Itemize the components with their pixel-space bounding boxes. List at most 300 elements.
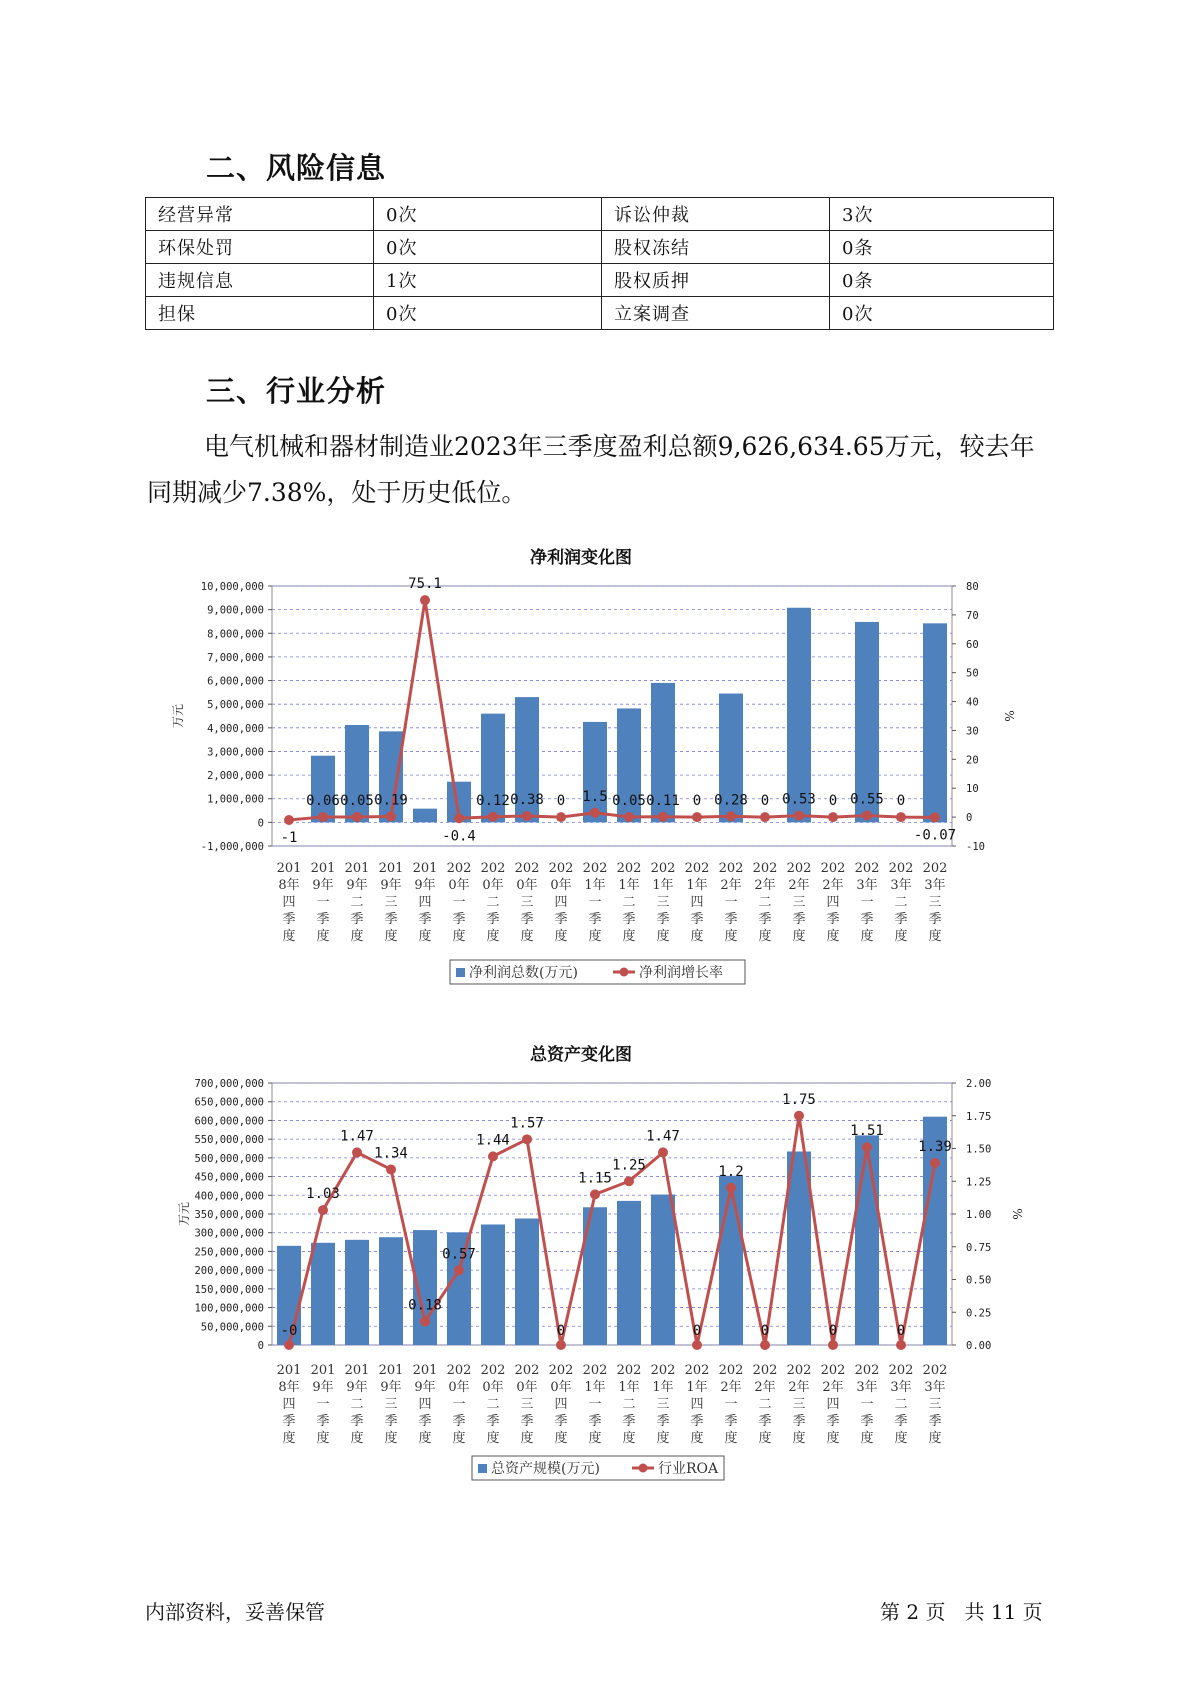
x-tick-label: 2年 bbox=[754, 1380, 776, 1395]
x-tick-label: 季 bbox=[554, 912, 568, 927]
data-label: 1.34 bbox=[374, 1145, 408, 1162]
x-tick-label: 度 bbox=[554, 1431, 568, 1446]
x-tick-label: 一 bbox=[588, 895, 602, 910]
x-tick-label: 度 bbox=[350, 929, 364, 944]
line-point bbox=[930, 812, 940, 822]
x-tick-label: 1年 bbox=[618, 878, 640, 893]
x-tick-label: 202 bbox=[582, 861, 608, 876]
table-row bbox=[146, 231, 1054, 264]
x-tick-label: 二 bbox=[486, 895, 500, 910]
bar bbox=[481, 1224, 505, 1345]
y-tick-label: 200,000,000 bbox=[194, 1265, 264, 1278]
x-tick-label: 2年 bbox=[822, 878, 844, 893]
industry-summary-paragraph: 电气机械和器材制造业2023年三季度盈利总额9,626,634.65万元，较去年同期减少7.38%，处于历史低位。 bbox=[147, 432, 1035, 507]
x-tick-label: 季 bbox=[758, 1414, 772, 1429]
y2-tick-label: 0.50 bbox=[966, 1274, 992, 1287]
x-tick-label: 一 bbox=[316, 895, 330, 910]
y2-tick-label: 20 bbox=[966, 754, 979, 767]
x-tick-label: 9年 bbox=[380, 878, 402, 893]
line-point bbox=[454, 1265, 464, 1275]
y2-tick-label: 0.25 bbox=[966, 1307, 992, 1320]
table-cell: 0条 bbox=[830, 231, 1054, 264]
data-label: 1.75 bbox=[782, 1091, 816, 1108]
x-tick-label: 季 bbox=[520, 912, 534, 927]
y-tick-label: 300,000,000 bbox=[194, 1227, 264, 1240]
x-tick-label: 201 bbox=[310, 1363, 336, 1378]
x-tick-label: 二 bbox=[622, 1397, 636, 1412]
x-tick-label: 二 bbox=[350, 895, 364, 910]
y-tick-label: 600,000,000 bbox=[194, 1115, 264, 1128]
y-tick-label: 8,000,000 bbox=[207, 628, 264, 641]
x-tick-label: 季 bbox=[452, 912, 466, 927]
x-tick-label: 202 bbox=[446, 1363, 472, 1378]
legend-line-label: 行业ROA bbox=[658, 1461, 719, 1477]
table-cell: 0次 bbox=[374, 198, 602, 231]
x-tick-label: 四 bbox=[826, 1397, 840, 1412]
bar bbox=[651, 1195, 675, 1345]
x-tick-label: 季 bbox=[282, 1414, 296, 1429]
x-tick-label: 度 bbox=[418, 929, 432, 944]
line-point bbox=[590, 808, 600, 818]
line-point bbox=[420, 1316, 430, 1326]
bar bbox=[923, 623, 947, 822]
y-tick-label: 4,000,000 bbox=[207, 722, 264, 735]
x-tick-label: 度 bbox=[894, 1431, 908, 1446]
legend-bar-label: 总资产规模(万元) bbox=[491, 1461, 600, 1477]
y-tick-label: 700,000,000 bbox=[194, 1078, 264, 1090]
data-label: 0 bbox=[828, 1323, 838, 1339]
x-tick-label: 9年 bbox=[414, 1380, 436, 1395]
data-label: 0.55 bbox=[850, 791, 884, 808]
y2-tick-label: 10 bbox=[966, 783, 979, 796]
x-tick-label: 季 bbox=[894, 1414, 908, 1429]
y2-axis-title: % bbox=[1010, 1208, 1024, 1220]
x-tick-label: 9年 bbox=[312, 1380, 334, 1395]
data-label: 0.18 bbox=[408, 1297, 442, 1314]
data-label: 1.51 bbox=[850, 1123, 884, 1140]
x-tick-label: 202 bbox=[650, 1363, 676, 1378]
data-label: 1.44 bbox=[476, 1132, 510, 1149]
x-tick-label: 二 bbox=[758, 1397, 772, 1412]
x-tick-label: 四 bbox=[826, 895, 840, 910]
data-label: 1.5 bbox=[582, 788, 608, 805]
data-label: 0.12 bbox=[476, 792, 510, 809]
x-tick-label: 3年 bbox=[924, 878, 946, 893]
x-tick-label: 四 bbox=[282, 895, 296, 910]
x-tick-label: 度 bbox=[282, 929, 296, 944]
legend-line-marker bbox=[639, 1464, 648, 1473]
data-label: 1.25 bbox=[612, 1157, 646, 1174]
y-tick-label: 2,000,000 bbox=[207, 770, 264, 783]
data-label: -1 bbox=[280, 830, 298, 846]
table-cell: 违规信息 bbox=[146, 264, 374, 297]
x-tick-label: 四 bbox=[554, 1397, 568, 1412]
x-tick-label: 度 bbox=[520, 929, 534, 944]
x-tick-label: 季 bbox=[316, 912, 330, 927]
line-point bbox=[352, 812, 362, 822]
bar bbox=[719, 1176, 743, 1345]
legend-line-label: 净利润增长率 bbox=[639, 965, 723, 981]
line-point bbox=[760, 1340, 770, 1350]
line-point bbox=[896, 1340, 906, 1350]
x-tick-label: 三 bbox=[520, 1397, 534, 1412]
y-tick-label: 150,000,000 bbox=[194, 1283, 264, 1296]
x-tick-label: 201 bbox=[344, 861, 370, 876]
x-tick-label: 2年 bbox=[822, 1380, 844, 1395]
data-label: 0.38 bbox=[510, 792, 544, 809]
x-tick-label: 度 bbox=[452, 929, 466, 944]
x-tick-label: 度 bbox=[928, 1431, 942, 1446]
y-tick-label: 450,000,000 bbox=[194, 1171, 264, 1184]
x-tick-label: 季 bbox=[928, 912, 942, 927]
line-point bbox=[318, 812, 328, 822]
y2-tick-label: 40 bbox=[966, 696, 979, 709]
x-tick-label: 度 bbox=[656, 1431, 670, 1446]
line-point bbox=[488, 812, 498, 822]
x-tick-label: 三 bbox=[928, 895, 942, 910]
x-tick-label: 201 bbox=[378, 1363, 404, 1378]
table-cell: 0次 bbox=[374, 231, 602, 264]
bar bbox=[515, 1218, 539, 1345]
data-label: 1.47 bbox=[340, 1128, 374, 1145]
data-label: 1.15 bbox=[578, 1170, 612, 1187]
x-tick-label: 202 bbox=[718, 1363, 744, 1378]
data-label: 0 bbox=[556, 1323, 566, 1339]
data-label: 0 bbox=[896, 793, 906, 810]
x-tick-label: 0年 bbox=[482, 878, 504, 893]
table-cell: 0条 bbox=[830, 264, 1054, 297]
x-tick-label: 1年 bbox=[584, 1380, 606, 1395]
y-axis-title: 万元 bbox=[171, 703, 185, 729]
bar bbox=[787, 608, 811, 823]
x-tick-label: 度 bbox=[588, 929, 602, 944]
x-tick-label: 季 bbox=[656, 912, 670, 927]
x-tick-label: 3年 bbox=[890, 1380, 912, 1395]
footer-page-number: 第 2 页 共 11 页 bbox=[880, 1600, 1043, 1624]
x-tick-label: 9年 bbox=[414, 878, 436, 893]
y2-tick-label: 1.00 bbox=[966, 1209, 992, 1221]
line-point bbox=[692, 1340, 702, 1350]
data-label: -0.07 bbox=[913, 827, 957, 844]
x-tick-label: 度 bbox=[350, 1431, 364, 1446]
y2-tick-label: -10 bbox=[966, 841, 985, 853]
y2-tick-label: 2.00 bbox=[966, 1078, 992, 1090]
x-tick-label: 度 bbox=[860, 929, 874, 944]
x-tick-label: 8年 bbox=[278, 878, 300, 893]
x-tick-label: 度 bbox=[758, 1431, 772, 1446]
x-tick-label: 度 bbox=[316, 1431, 330, 1446]
line-point bbox=[896, 812, 906, 822]
x-tick-label: 季 bbox=[826, 912, 840, 927]
x-tick-label: 一 bbox=[452, 1397, 466, 1412]
line-point bbox=[284, 815, 294, 825]
table-cell: 担保 bbox=[146, 297, 374, 330]
x-tick-label: 202 bbox=[922, 861, 948, 876]
x-tick-label: 季 bbox=[316, 1414, 330, 1429]
x-tick-label: 度 bbox=[452, 1431, 466, 1446]
x-tick-label: 度 bbox=[758, 929, 772, 944]
data-label: 0 bbox=[692, 793, 702, 810]
x-tick-label: 度 bbox=[520, 1431, 534, 1446]
x-tick-label: 三 bbox=[520, 895, 534, 910]
y-tick-label: 1,000,000 bbox=[207, 793, 264, 806]
data-label: 1.03 bbox=[306, 1186, 340, 1203]
x-tick-label: 201 bbox=[276, 861, 302, 876]
y-tick-label: 250,000,000 bbox=[194, 1246, 264, 1259]
x-tick-label: 度 bbox=[690, 929, 704, 944]
x-tick-label: 一 bbox=[452, 895, 466, 910]
line-point bbox=[522, 1134, 532, 1144]
x-tick-label: 202 bbox=[888, 1363, 914, 1378]
x-tick-label: 三 bbox=[792, 1397, 806, 1412]
table-cell: 0次 bbox=[830, 297, 1054, 330]
y-tick-label: 500,000,000 bbox=[194, 1152, 264, 1165]
y-axis-title: 万元 bbox=[177, 1201, 191, 1227]
x-tick-label: 三 bbox=[928, 1397, 942, 1412]
bar bbox=[379, 1237, 403, 1345]
x-tick-label: 2年 bbox=[754, 878, 776, 893]
x-tick-label: 季 bbox=[792, 1414, 806, 1429]
x-tick-label: 二 bbox=[894, 895, 908, 910]
y-tick-label: 100,000,000 bbox=[194, 1302, 264, 1315]
table-cell: 1次 bbox=[374, 264, 602, 297]
x-tick-label: 季 bbox=[282, 912, 296, 927]
line-point bbox=[862, 1142, 872, 1152]
x-tick-label: 3年 bbox=[856, 878, 878, 893]
data-label: 0 bbox=[556, 793, 566, 810]
data-label: 0.19 bbox=[374, 792, 408, 809]
data-label: 0.05 bbox=[340, 792, 374, 809]
y-tick-label: 5,000,000 bbox=[207, 699, 264, 712]
x-tick-label: 202 bbox=[854, 861, 880, 876]
x-tick-label: 季 bbox=[758, 912, 772, 927]
x-tick-label: 0年 bbox=[448, 1380, 470, 1395]
x-tick-label: 一 bbox=[588, 1397, 602, 1412]
x-tick-label: 202 bbox=[684, 1363, 710, 1378]
x-tick-label: 二 bbox=[894, 1397, 908, 1412]
table-row bbox=[146, 264, 1054, 297]
line-point bbox=[624, 812, 634, 822]
y2-tick-label: 0.00 bbox=[966, 1340, 992, 1352]
x-tick-label: 度 bbox=[486, 1431, 500, 1446]
x-tick-label: 9年 bbox=[346, 878, 368, 893]
x-tick-label: 202 bbox=[752, 1363, 778, 1378]
x-tick-label: 0年 bbox=[482, 1380, 504, 1395]
x-tick-label: 202 bbox=[820, 1363, 846, 1378]
line-point bbox=[828, 812, 838, 822]
y2-tick-label: 50 bbox=[966, 667, 979, 680]
x-tick-label: 一 bbox=[724, 895, 738, 910]
x-tick-label: 201 bbox=[344, 1363, 370, 1378]
x-tick-label: 0年 bbox=[550, 878, 572, 893]
x-tick-label: 度 bbox=[928, 929, 942, 944]
line-point bbox=[930, 1158, 940, 1168]
y2-tick-label: 1.75 bbox=[966, 1110, 992, 1123]
x-tick-label: 202 bbox=[922, 1363, 948, 1378]
x-tick-label: 四 bbox=[418, 1397, 432, 1412]
x-tick-label: 季 bbox=[860, 1414, 874, 1429]
y-tick-label: 0 bbox=[257, 817, 264, 830]
x-tick-label: 201 bbox=[310, 861, 336, 876]
x-tick-label: 季 bbox=[554, 1414, 568, 1429]
x-tick-label: 四 bbox=[282, 1397, 296, 1412]
chart-title-net-profit: 净利润变化图 bbox=[530, 548, 632, 568]
line-point bbox=[386, 1164, 396, 1174]
data-label: 0.53 bbox=[782, 791, 816, 808]
x-tick-label: 度 bbox=[826, 929, 840, 944]
line-point bbox=[284, 1340, 294, 1350]
x-tick-label: 9年 bbox=[346, 1380, 368, 1395]
x-tick-label: 季 bbox=[350, 1414, 364, 1429]
line-point bbox=[522, 811, 532, 821]
x-tick-label: 1年 bbox=[618, 1380, 640, 1395]
legend-bar-swatch bbox=[478, 1464, 487, 1473]
x-tick-label: 度 bbox=[860, 1431, 874, 1446]
x-tick-label: 季 bbox=[894, 912, 908, 927]
y-tick-label: 6,000,000 bbox=[207, 675, 264, 688]
x-tick-label: 季 bbox=[384, 1414, 398, 1429]
table-cell: 3次 bbox=[830, 198, 1054, 231]
x-tick-label: 1年 bbox=[652, 878, 674, 893]
data-label: 1.47 bbox=[646, 1128, 680, 1145]
x-tick-label: 8年 bbox=[278, 1380, 300, 1395]
bar bbox=[413, 809, 437, 823]
x-tick-label: 度 bbox=[588, 1431, 602, 1446]
x-tick-label: 三 bbox=[384, 895, 398, 910]
footer-confidential-note: 内部资料，妥善保管 bbox=[145, 1600, 325, 1624]
y-tick-label: 0 bbox=[257, 1340, 264, 1352]
x-tick-label: 1年 bbox=[584, 878, 606, 893]
y-tick-label: 3,000,000 bbox=[207, 746, 264, 759]
bar bbox=[583, 722, 607, 822]
x-tick-label: 季 bbox=[588, 912, 602, 927]
data-label: 0.57 bbox=[442, 1246, 476, 1263]
x-tick-label: 201 bbox=[412, 861, 438, 876]
line-point bbox=[352, 1147, 362, 1157]
x-tick-label: 3年 bbox=[890, 878, 912, 893]
x-tick-label: 二 bbox=[350, 1397, 364, 1412]
x-tick-label: 二 bbox=[486, 1397, 500, 1412]
x-tick-label: 202 bbox=[650, 861, 676, 876]
y2-tick-label: 0 bbox=[966, 812, 973, 825]
x-tick-label: 四 bbox=[690, 895, 704, 910]
bar bbox=[617, 1201, 641, 1345]
x-tick-label: 季 bbox=[588, 1414, 602, 1429]
data-label: 0.28 bbox=[714, 792, 748, 809]
x-tick-label: 9年 bbox=[312, 878, 334, 893]
chart-title-total-assets: 总资产变化图 bbox=[530, 1045, 632, 1065]
x-tick-label: 度 bbox=[316, 929, 330, 944]
data-label: 0.05 bbox=[612, 792, 646, 809]
x-tick-label: 0年 bbox=[550, 1380, 572, 1395]
section-title-risk: 二、风险信息 bbox=[206, 151, 387, 185]
line-point bbox=[726, 811, 736, 821]
legend-bar-label: 净利润总数(万元) bbox=[469, 965, 578, 981]
bar bbox=[855, 1135, 879, 1345]
x-tick-label: 202 bbox=[616, 1363, 642, 1378]
risk-info-table bbox=[145, 197, 1054, 330]
table-cell: 股权冻结 bbox=[602, 231, 830, 264]
x-tick-label: 二 bbox=[758, 895, 772, 910]
x-tick-label: 201 bbox=[378, 861, 404, 876]
line-point bbox=[726, 1183, 736, 1193]
data-label: 1.57 bbox=[510, 1115, 544, 1132]
x-tick-label: 度 bbox=[724, 929, 738, 944]
line-point bbox=[556, 1340, 566, 1350]
y2-tick-label: 60 bbox=[966, 638, 979, 651]
x-tick-label: 2年 bbox=[788, 878, 810, 893]
x-tick-label: 202 bbox=[684, 861, 710, 876]
line-point bbox=[420, 595, 430, 605]
x-tick-label: 度 bbox=[486, 929, 500, 944]
y-tick-label: 7,000,000 bbox=[207, 651, 264, 664]
x-tick-label: 9年 bbox=[380, 1380, 402, 1395]
x-tick-label: 3年 bbox=[924, 1380, 946, 1395]
line-point bbox=[556, 812, 566, 822]
x-tick-label: 1年 bbox=[686, 878, 708, 893]
line-point bbox=[828, 1340, 838, 1350]
x-tick-label: 度 bbox=[622, 929, 636, 944]
data-label: 0 bbox=[760, 793, 770, 810]
y-tick-label: 50,000,000 bbox=[200, 1321, 264, 1334]
bar bbox=[311, 1243, 335, 1345]
x-tick-label: 季 bbox=[928, 1414, 942, 1429]
x-tick-label: 三 bbox=[656, 1397, 670, 1412]
legend-line-marker bbox=[620, 968, 629, 977]
x-tick-label: 202 bbox=[888, 861, 914, 876]
x-tick-label: 202 bbox=[514, 1363, 540, 1378]
legend-bar-swatch bbox=[456, 968, 465, 977]
x-tick-label: 季 bbox=[860, 912, 874, 927]
x-tick-label: 季 bbox=[690, 912, 704, 927]
table-cell: 股权质押 bbox=[602, 264, 830, 297]
data-label: 0 bbox=[896, 1323, 906, 1339]
x-tick-label: 季 bbox=[792, 912, 806, 927]
x-tick-label: 一 bbox=[316, 1397, 330, 1412]
x-tick-label: 季 bbox=[724, 912, 738, 927]
x-tick-label: 度 bbox=[792, 1431, 806, 1446]
x-tick-label: 1年 bbox=[686, 1380, 708, 1395]
x-tick-label: 季 bbox=[724, 1414, 738, 1429]
x-tick-label: 0年 bbox=[516, 878, 538, 893]
x-tick-label: 一 bbox=[724, 1397, 738, 1412]
x-tick-label: 季 bbox=[350, 912, 364, 927]
x-tick-label: 季 bbox=[622, 912, 636, 927]
x-tick-label: 度 bbox=[384, 929, 398, 944]
data-label: 0.06 bbox=[306, 792, 340, 809]
x-tick-label: 季 bbox=[622, 1414, 636, 1429]
table-cell: 0次 bbox=[374, 297, 602, 330]
table-cell: 经营异常 bbox=[146, 198, 374, 231]
table-row bbox=[146, 297, 1054, 330]
x-tick-label: 季 bbox=[418, 1414, 432, 1429]
data-label: 0.11 bbox=[646, 792, 680, 809]
line-point bbox=[318, 1205, 328, 1215]
x-tick-label: 202 bbox=[820, 861, 846, 876]
line-point bbox=[692, 812, 702, 822]
line-point bbox=[386, 812, 396, 822]
net-profit-chart bbox=[0, 576, 1191, 990]
x-tick-label: 度 bbox=[554, 929, 568, 944]
table-row bbox=[146, 198, 1054, 231]
x-tick-label: 度 bbox=[418, 1431, 432, 1446]
line-point bbox=[658, 1147, 668, 1157]
x-tick-label: 2年 bbox=[720, 1380, 742, 1395]
line-point bbox=[794, 811, 804, 821]
table-cell: 诉讼仲裁 bbox=[602, 198, 830, 231]
y2-tick-label: 30 bbox=[966, 725, 979, 738]
x-tick-label: 201 bbox=[412, 1363, 438, 1378]
